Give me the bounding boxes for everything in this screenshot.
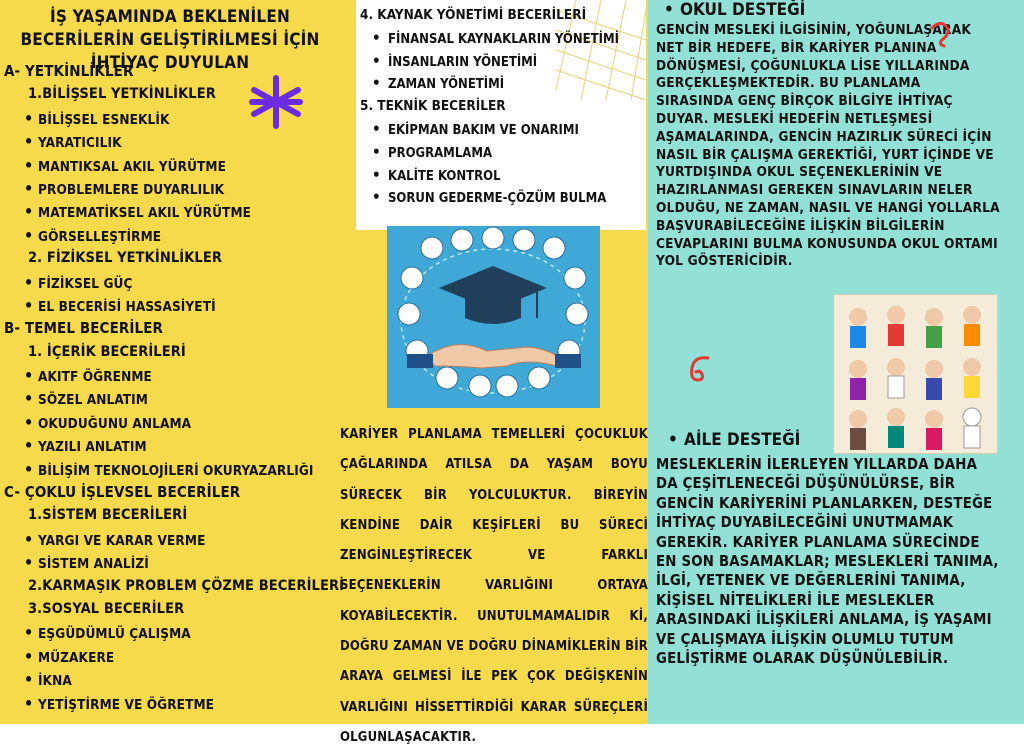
- subsection-heading: 1.BİLİŞSEL YETKİNLİKLER: [28, 86, 216, 103]
- asterisk-icon: [248, 74, 304, 130]
- section-heading: B- TEMEL BECERİLER: [4, 319, 164, 338]
- page-title: İŞ YAŞAMINDA BEKLENİLEN BECERİLERİN GELİŞTİRİLMESİ İÇİN İHTİYAÇ DUYULAN: [20, 7, 320, 73]
- swirl-icon: [928, 18, 958, 48]
- skills-list-continued: [360, 4, 640, 209]
- list-item: • EKİPMAN BAKIM VE ONARIMI: [360, 118, 640, 141]
- career-paragraph: KARİYER PLANLAMA TEMELLERİ ÇOCUKLUK ÇAĞLARINDA ATILSA DA YAŞAM BOYU SÜRECEK BİR YOLCULUKTUR. BİREYİN KENDİNE DAİR KEŞİFLERİ BU SÜRECİ ZENGİNLEŞTİRECEK VE FARKLI SEÇENEKLERİN VARLIĞINI ORTAYA KOYABİLECEKTİR. UNUTULMAMALIDIR Kİ, DOĞRU ZAMAN VE DOĞRU DİNAMİKLERİN BİR ARAYA GELMESİ İLE PEK ÇOK DEĞİŞKENİN VARLIĞINI HİSSETTİRDİĞİ KARAR SÜREÇLERİ OLGUNLAŞACAKTIR.: [340, 427, 648, 745]
- list-item: • FİNANSAL KAYNAKLARIN YÖNETİMİ: [360, 27, 640, 50]
- list-item: • MÜZAKERE: [0, 645, 338, 668]
- list-item: • SİSTEM ANALİZİ: [0, 551, 338, 574]
- section-heading: C- ÇOKLU İŞLEVSEL BECERİLER: [4, 483, 241, 502]
- family-support-text: MESLEKLERİN İLERLEYEN YILLARDA DAHA DA ÇEŞİTLENECEĞİ DÜŞÜNÜLÜRSE, BİR GENCİN KARİYERİNİ PLANLARKEN, DESTEĞE İHTİYAÇ DUYABİLECEĞİNİ UNUTMAMAK GEREKİR. KARİYER PLANLAMA SÜRECİNDE EN SON BASAMAKLAR; MESLEKLERİ TANIMA, İLGİ, YETENEK VE DEĞERLERİNİ TANIMA, KİŞİSEL NİTELİKLERİ İLE MESLEKLER ARASINDAKİ İLİŞKİLERİ ANLAMA, İŞ YAŞAMI VE ÇALIŞMAYA İLİŞKİN OLUMLU TUTUM GELİŞTİRME OLARAK DÜŞÜNÜLEBİLİR.: [656, 456, 999, 668]
- list-item: • İNSANLARIN YÖNETİMİ: [360, 50, 640, 73]
- professions-illustration: [834, 295, 997, 453]
- subsection-heading: 1.SİSTEM BECERİLERİ: [28, 507, 188, 524]
- list-item: • FİZİKSEL GÜÇ: [0, 271, 338, 294]
- list-item: • GÖRSELLEŞTİRME: [0, 224, 338, 247]
- list-item: • MANTIKSAL AKIL YÜRÜTME: [0, 154, 338, 177]
- section-heading: A- YETKİNLİKLER: [4, 62, 134, 80]
- list-item: • İKNA: [0, 668, 338, 691]
- graduation-cap-handshake-icon: [387, 226, 600, 408]
- section-heading: 4. KAYNAK YÖNETİMİ BECERİLERİ: [360, 7, 587, 23]
- list-item: • BİLİŞSEL ESNEKLİK: [0, 107, 338, 130]
- list-item: • SORUN GEDERME-ÇÖZÜM BULMA: [360, 186, 640, 209]
- list-item: • EL BECERİSİ HASSASİYETİ: [0, 294, 338, 317]
- skills-list: [0, 60, 345, 715]
- family-support-title: AİLE DESTEĞİ: [684, 430, 801, 450]
- subsection-heading: 1. İÇERİK BECERİLERİ: [28, 343, 186, 360]
- professions-photo: [833, 294, 998, 454]
- list-item: • AKITF ÖĞRENME: [0, 364, 338, 387]
- list-item: • MATEMATİKSEL AKIL YÜRÜTME: [0, 200, 338, 223]
- list-item: • PROBLEMLERE DUYARLILIK: [0, 177, 338, 200]
- section-heading: 5. TEKNİK BECERİLER: [360, 98, 506, 115]
- school-support-text: GENCİN MESLEKİ İLGİSİNİN, YOĞUNLAŞARAK NET BİR HEDEFE, BİR KARİYER PLANINA DÖNÜŞMESİ, ÇOĞUNLUKLA LİSE YILLARINDA GERÇEKLEŞMEKTEDİR. BU PLANLAMA SIRASINDA GENÇ BİRÇOK BİLGİYE İHTİYAÇ DUYAR. MESLEKİ HEDEFİN NETLEŞMESİ AŞAMALARINDA, GENCİN HAZIRLIK SÜRECİ İÇİN NASIL BİR ÇALIŞMA GEREKTİĞİ, YURT İÇİNDE VE YURTDIŞINDA OKUL SEÇENEKLERİNİN VE HAZIRLANMASI GEREKEN SINAVLARIN NELER OLDUĞU, NE ZAMAN, NASIL VE HANGİ YOLLARLA BAŞVURABİLECEĞİNE İLİŞKİN BİLGİLERİN CEVAPLARINI BULMA KONUSUNDA OKUL ORTAMI YOL GÖSTERİCİDİR.: [656, 22, 1000, 270]
- list-item: • PROGRAMLAMA: [360, 141, 640, 164]
- list-item: • ZAMAN YÖNETİMİ: [360, 72, 640, 95]
- list-item: • YARGI VE KARAR VERME: [0, 528, 338, 551]
- swirl-icon: [684, 354, 714, 390]
- list-item: • KALİTE KONTROL: [360, 164, 640, 187]
- subsection-heading: 3.SOSYAL BECERİLER: [28, 600, 185, 617]
- school-support-title: OKUL DESTEĞİ: [680, 0, 806, 20]
- list-item: • OKUDUĞUNU ANLAMA: [0, 411, 338, 434]
- subsection-heading: 2.KARMAŞIK PROBLEM ÇÖZME BECERİLERİ: [28, 577, 345, 594]
- list-item: • YARATICILIK: [0, 130, 338, 153]
- list-item: • BİLİŞİM TEKNOLOJİLERİ OKURYAZARLIĞI: [0, 458, 338, 481]
- subsection-heading: 2. FİZİKSEL YETKİNLİKLER: [28, 250, 222, 267]
- list-item: • YAZILI ANLATIM: [0, 434, 338, 457]
- list-item: • SÖZEL ANLATIM: [0, 387, 338, 410]
- family-support-heading: • AİLE DESTEĞİ: [668, 430, 801, 450]
- school-support-heading: • OKUL DESTEĞİ: [664, 0, 806, 20]
- graduation-illustration: [387, 226, 600, 408]
- list-item: • YETİŞTİRME VE ÖĞRETME: [0, 692, 338, 715]
- list-item: • EŞGÜDÜMLÜ ÇALIŞMA: [0, 621, 338, 644]
